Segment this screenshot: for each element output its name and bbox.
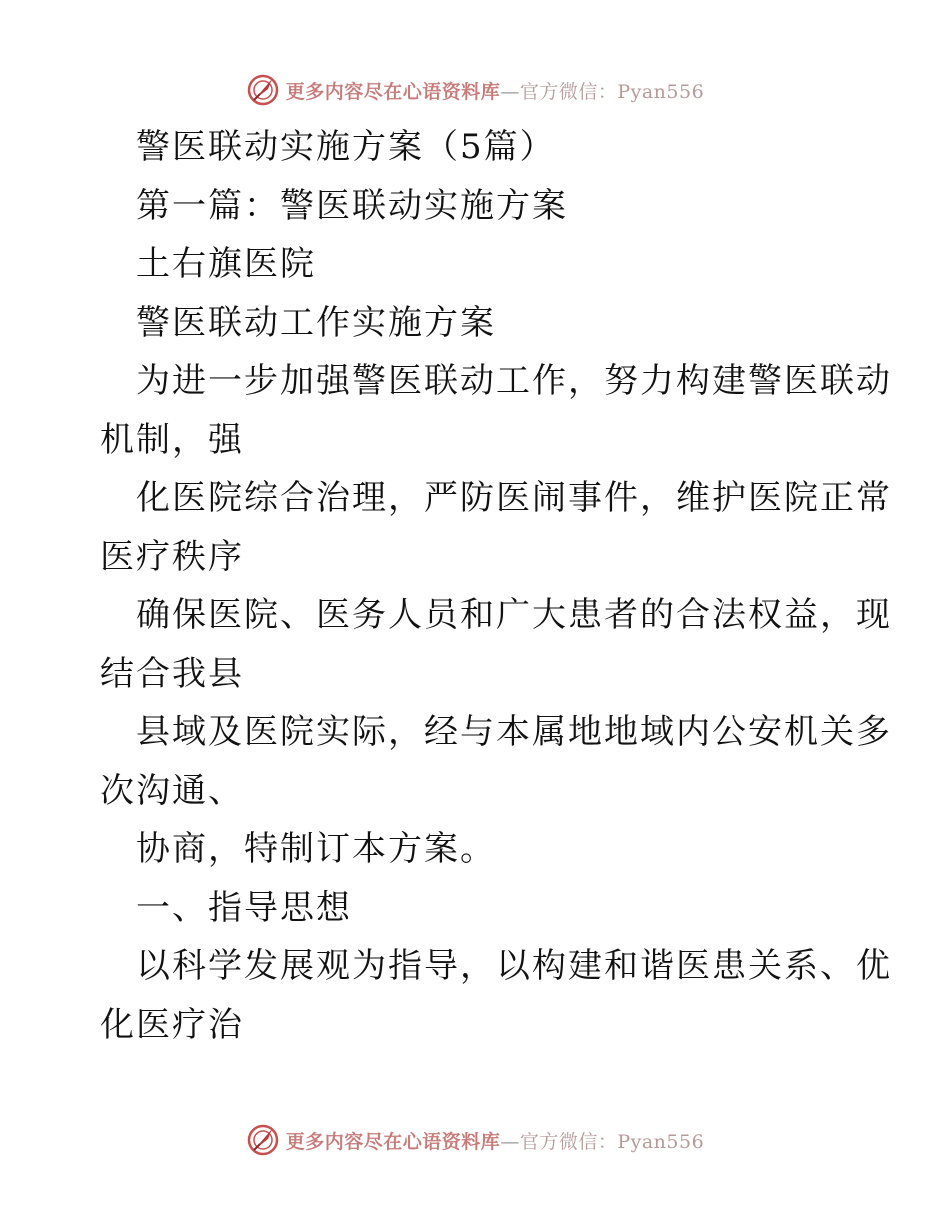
paragraph-line: 次沟通、: [100, 770, 244, 811]
watermark-main: 更多内容尽在心语资料库: [285, 1130, 501, 1153]
watermark-separator: —: [500, 80, 520, 103]
watermark-wechat-label: 官方微信：: [519, 1130, 618, 1153]
chapter-heading: 第一篇：警医联动实施方案: [136, 185, 568, 226]
footer-watermark: [0, 1120, 950, 1160]
org-name: 土右旗医院: [136, 244, 316, 284]
watermark-text: [286, 1127, 704, 1154]
paragraph-line: 医疗秩序: [100, 536, 244, 577]
watermark-wechat-id: Pyan556: [617, 80, 705, 103]
watermark-wechat-id: Pyan556: [617, 1130, 705, 1153]
watermark-main: 更多内容尽在心语资料库: [285, 80, 501, 103]
watermark-text: [286, 77, 704, 104]
paragraph-line: 化医疗治: [100, 1004, 244, 1045]
paragraph-line: 化医院综合治理，严防医闹事件，维护医院正常: [136, 478, 892, 518]
feather-quill-logo-icon: [246, 1123, 280, 1157]
document-body: [100, 118, 892, 1054]
plan-title: 警医联动工作实施方案: [136, 302, 496, 343]
section-heading: 一、指导思想: [136, 887, 352, 928]
paragraph-line: 确保医院、医务人员和广大患者的合法权益，现: [136, 595, 892, 635]
paragraph-line: 以科学发展观为指导，以构建和谐医患关系、优: [136, 946, 892, 986]
watermark-separator: —: [500, 1130, 520, 1153]
paragraph-line: 为进一步加强警医联动工作，努力构建警医联动: [136, 361, 892, 401]
paragraph-line: 机制，强: [100, 419, 244, 460]
feather-quill-logo-icon: [246, 73, 280, 107]
watermark-wechat-label: 官方微信：: [519, 80, 618, 103]
paragraph-line: 结合我县: [100, 653, 244, 694]
paragraph-line: 协商，特制订本方案。: [136, 829, 496, 869]
header-watermark: [0, 70, 950, 110]
document-title: 警医联动实施方案（5篇）: [136, 127, 556, 167]
paragraph-line: 县域及医院实际，经与本属地地域内公安机关多: [136, 712, 892, 752]
